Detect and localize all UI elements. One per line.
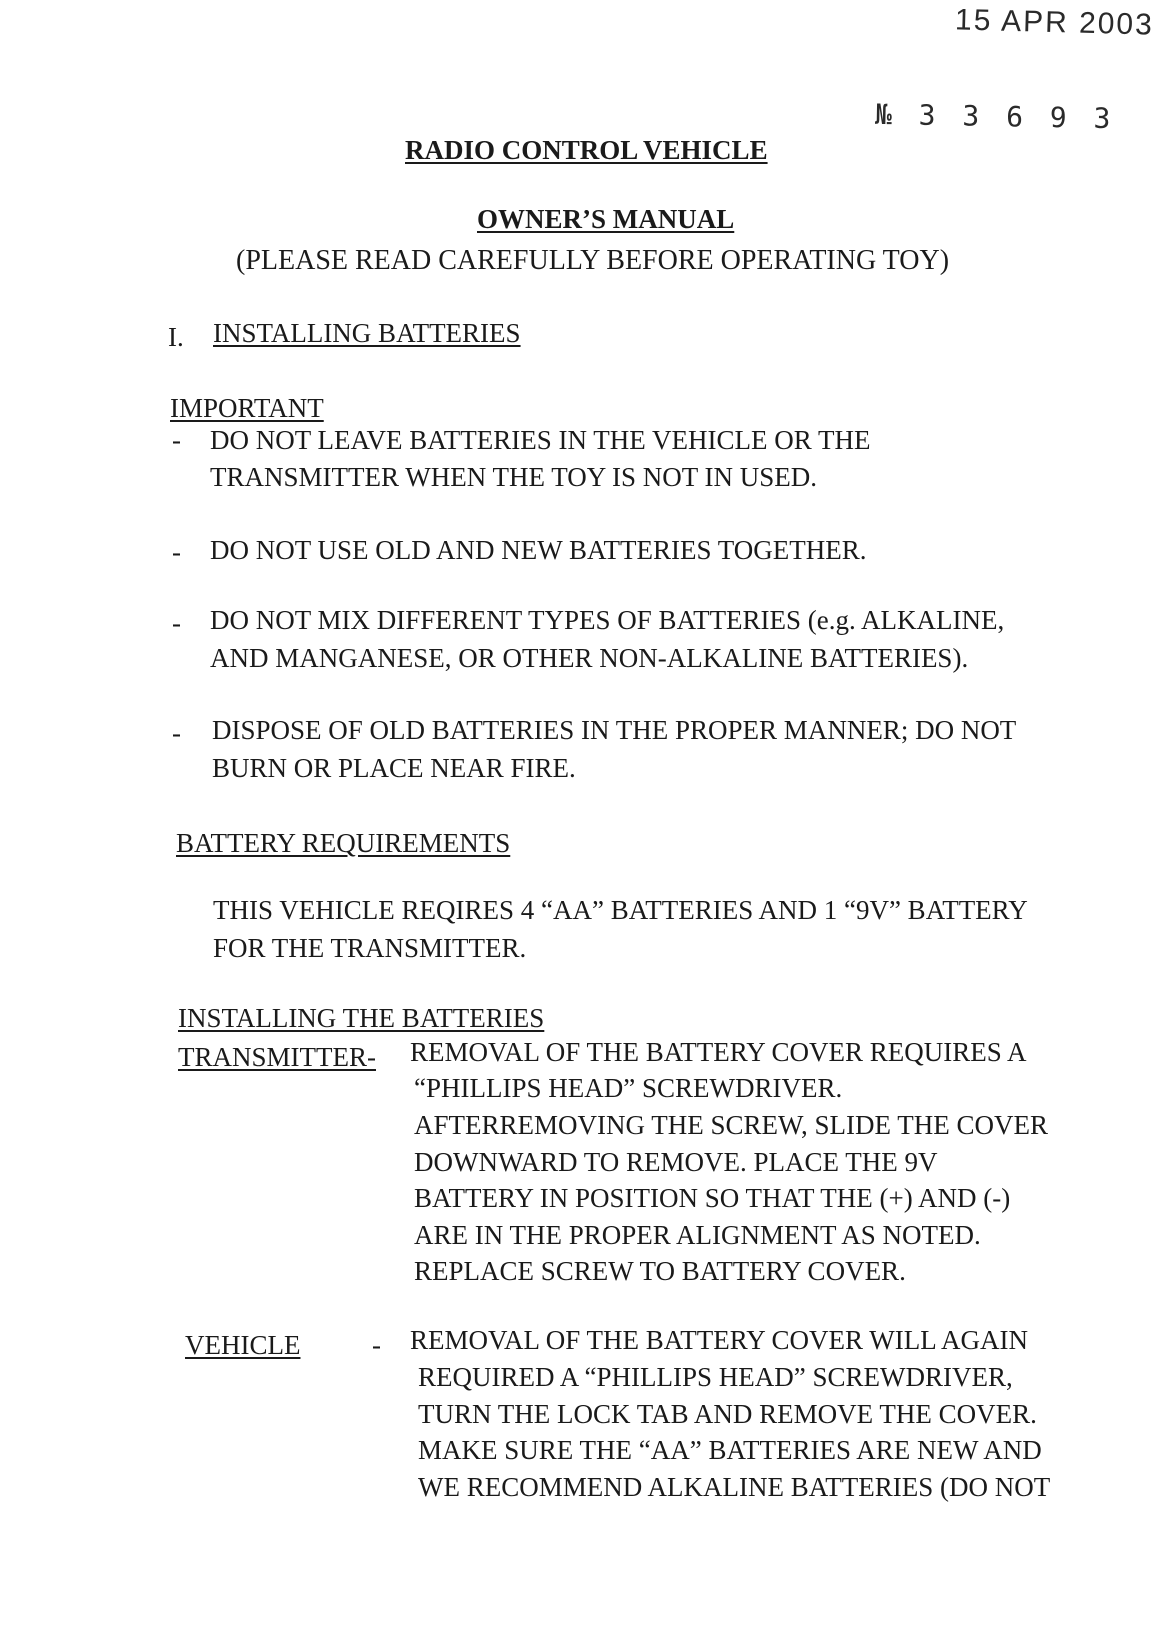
important-heading: IMPORTANT [170, 393, 324, 423]
bullet-line: DO NOT MIX DIFFERENT TYPES OF BATTERIES (e.g. ALKALINE, [210, 605, 1005, 635]
installing-heading: INSTALLING THE BATTERIES [178, 1003, 545, 1033]
bullet-line: DO NOT USE OLD AND NEW BATTERIES TOGETHER. [210, 535, 867, 565]
document-subtitle: OWNER’S MANUAL [477, 204, 735, 234]
instruction-line: MAKE SURE THE “AA” BATTERIES ARE NEW AND [418, 1435, 1042, 1465]
bullet-dash: - [172, 537, 181, 567]
bullet-line: AND MANGANESE, OR OTHER NON-ALKALINE BATTERIES). [210, 643, 969, 673]
instruction-line: AFTERREMOVING THE SCREW, SLIDE THE COVER [414, 1110, 1049, 1140]
instruction-line: ARE IN THE PROPER ALIGNMENT AS NOTED. [414, 1220, 981, 1250]
instruction-line: REMOVAL OF THE BATTERY COVER REQUIRES A [410, 1037, 1027, 1067]
requirements-line: THIS VEHICLE REQIRES 4 “AA” BATTERIES AND 1 “9V” BATTERY [213, 895, 1028, 925]
document-number-stamp: № 3 3 6 9 3 [874, 97, 1116, 136]
instruction-line: “PHILLIPS HEAD” SCREWDRIVER. [414, 1073, 843, 1103]
instruction-line: DOWNWARD TO REMOVE. PLACE THE 9V [414, 1147, 938, 1177]
document-title: RADIO CONTROL VEHICLE [405, 135, 768, 165]
instruction-line: TURN THE LOCK TAB AND REMOVE THE COVER. [418, 1399, 1037, 1429]
vehicle-dash: - [372, 1330, 381, 1360]
bullet-dash: - [172, 718, 181, 748]
vehicle-label: VEHICLE [185, 1330, 301, 1360]
bullet-line: DISPOSE OF OLD BATTERIES IN THE PROPER MANNER; DO NOT [212, 715, 1017, 745]
read-carefully-notice: (PLEASE READ CAREFULLY BEFORE OPERATING TOY) [236, 245, 950, 276]
bullet-dash: - [172, 608, 181, 638]
bullet-line: TRANSMITTER WHEN THE TOY IS NOT IN USED. [210, 462, 817, 492]
section-numeral: I. [168, 322, 184, 352]
instruction-line: BATTERY IN POSITION SO THAT THE (+) AND (-) [414, 1183, 1011, 1213]
transmitter-label: TRANSMITTER- [178, 1042, 376, 1072]
date-stamp: 15 APR 2003 [954, 3, 1155, 42]
bullet-line: BURN OR PLACE NEAR FIRE. [212, 753, 576, 783]
battery-requirements-heading: BATTERY REQUIREMENTS [176, 828, 511, 858]
instruction-line: WE RECOMMEND ALKALINE BATTERIES (DO NOT [418, 1472, 1051, 1502]
instruction-line: REQUIRED A “PHILLIPS HEAD” SCREWDRIVER, [418, 1362, 1013, 1392]
bullet-dash: - [172, 425, 181, 455]
section-heading: INSTALLING BATTERIES [213, 318, 521, 348]
instruction-line: REMOVAL OF THE BATTERY COVER WILL AGAIN [410, 1325, 1029, 1355]
instruction-line: REPLACE SCREW TO BATTERY COVER. [414, 1256, 906, 1286]
bullet-line: DO NOT LEAVE BATTERIES IN THE VEHICLE OR THE [210, 425, 871, 455]
requirements-line: FOR THE TRANSMITTER. [213, 933, 527, 963]
